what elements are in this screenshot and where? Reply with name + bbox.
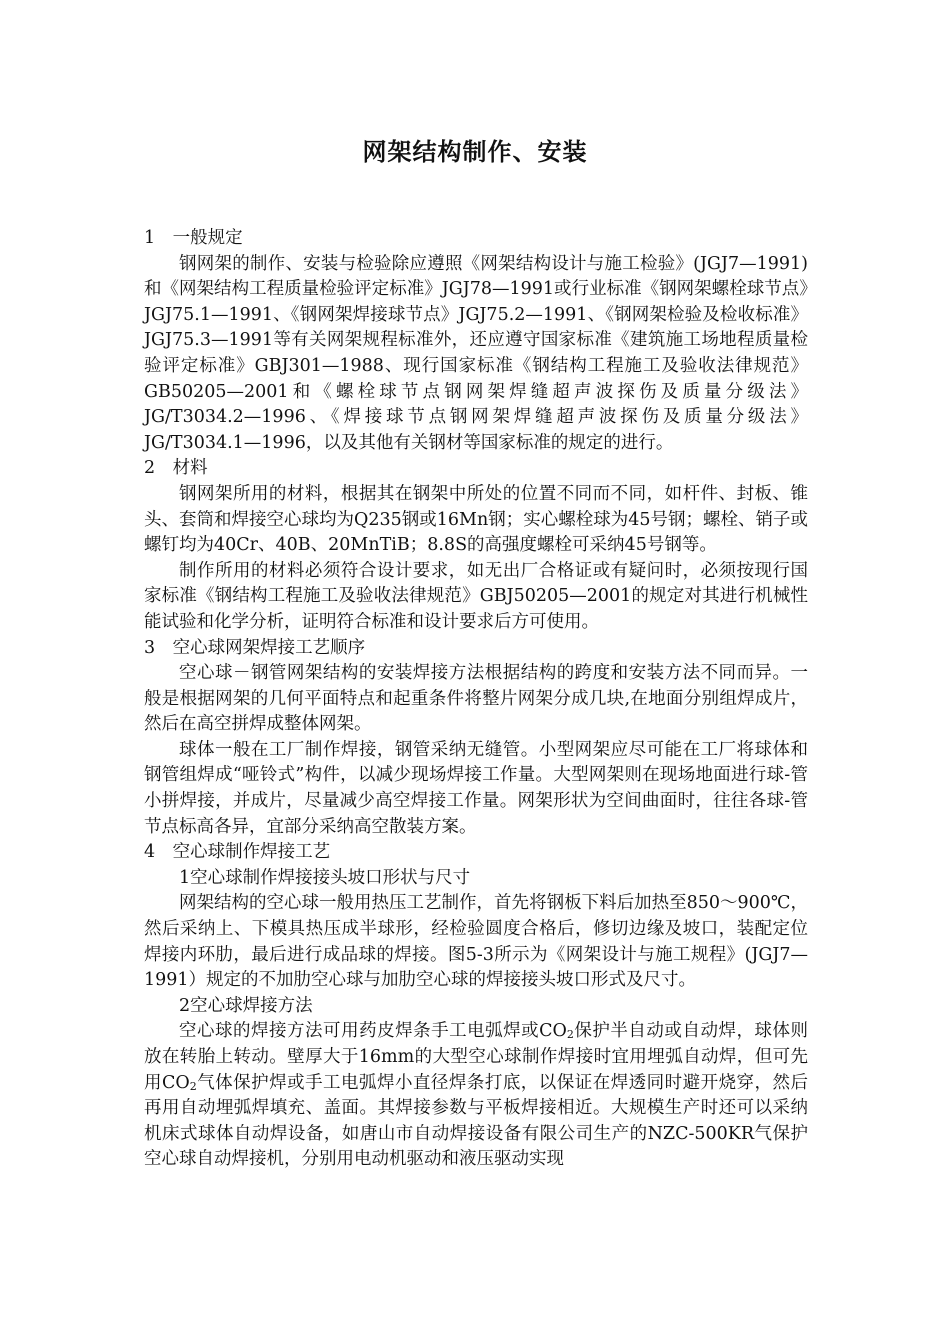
section-4-subheading-2: 2空心球焊接方法 [179, 995, 313, 1016]
section-4-subheading-1: 1空心球制作焊接接头坡口形状与尺寸 [179, 867, 471, 888]
section-2-paragraph-1: 钢网架所用的材料，根据其在钢架中所处的位置不同而不同，如杆件、封板、锥头、套筒和焊接空心球均为Q235钢或16Mn钢；实心螺栓球为45号钢；螺栓、销子或螺钉均为40Cr、40B、20MnTiB；8.8S的高强度螺栓可采纳45号钢等。 [144, 483, 808, 556]
document-title: 网架结构制作、安装 [362, 138, 588, 166]
section-4-paragraph-2 [144, 1019, 808, 1173]
section-3-paragraph-2: 球体一般在工厂制作焊接，钢管采纳无缝管。小型网架应尽可能在工厂将球体和钢管组焊成“哑铃式”构件，以减少现场焊接工作量。大型网架则在现场地面进行球-管小拼焊接，并成片，尽量减少高空焊接工作量。网架形状为空间曲面时，往往各球-管节点标高各异，宜部分采纳高空散装方案。 [144, 739, 808, 837]
subscript-2: 2 [566, 1028, 574, 1042]
section-4-heading: 4 空心球制作焊接工艺 [144, 842, 331, 863]
paragraph-text-part-2: 保护半自动或自动焊，球体则放在转胎上转动。壁厚大于16mm的大型空心球制作焊接时宜用埋弧自动焊，但可先用CO [144, 1021, 808, 1093]
section-3-heading: 3 空心球网架焊接工艺顺序 [144, 637, 366, 658]
paragraph-text-part-1: 空心球的焊接方法可用药皮焊条手工电弧焊或CO [179, 1021, 567, 1042]
section-2-heading: 2 材料 [144, 458, 208, 479]
section-2-paragraph-2: 制作所用的材料必须符合设计要求，如无出厂合格证或有疑问时，必须按现行国家标准《钢结构工程施工及验收法律规范》GBJ50205—2001的规定对其进行机械性能试验和化学分析，证明符合标准和设计要求后方可使用。 [144, 560, 808, 632]
subscript-2: 2 [189, 1079, 197, 1093]
section-3-paragraph-1: 空心球－钢管网架结构的安装焊接方法根据结构的跨度和安装方法不同而异。一般是根据网架的几何平面特点和起重条件将整片网架分成几块,在地面分别组焊成片，然后在高空拼焊成整体网架。 [144, 663, 808, 735]
section-1-heading: 1 一般规定 [144, 228, 243, 248]
section-4-paragraph-1: 网架结构的空心球一般用热压工艺制作，首先将钢板下料后加热至850～900℃，然后采纳上、下模具热压成半球形，经检验圆度合格后，修切边缘及坡口，装配定位焊接内环肋，最后进行成品球的焊接。图5-3所示为《网架设计与施工规程》(JGJ7—1991）规定的不加肋空心球与加肋空心球的焊接接头坡口形式及尺寸。 [144, 893, 808, 991]
document-body [144, 226, 808, 1173]
paragraph-text-part-3: 气体保护焊或手工电弧焊小直径焊条打底，以保证在焊透同时避开烧穿，然后再用自动埋弧焊填充、盖面。其焊接参数与平板焊接相近。大规模生产时还可以采纳机床式球体自动焊设备，如唐山市自动焊接设备有限公司生产的NZC-500KR气保护空心球自动焊接机，分别用电动机驱动和液压驱动实现 [144, 1072, 808, 1170]
section-1-paragraph-1: 钢网架的制作、安装与检验除应遵照《网架结构设计与施工检验》(JGJ7—1991)和《网架结构工程质量检验评定标准》JGJ78—1991或行业标准《钢网架螺栓球节点》JGJ75.1—1991、《钢网架焊接球节点》JGJ75.2—1991、《钢网架检验及检收标准》JGJ75.3—1991等有关网架规程标准外，还应遵守国家标准《建筑施工场地程质量检验评定标准》GBJ301—1988、现行国家标准《钢结构工程施工及验收法律规范》GB50205—2001和《螺栓球节点钢网架焊缝超声波探伤及质量分级法》JG/T3034.2—1996、《焊接球节点钢网架焊缝超声波探伤及质量分级法》JG/T3034.1—1996，以及其他有关钢材等国家标准的规定的进行。 [144, 253, 808, 453]
